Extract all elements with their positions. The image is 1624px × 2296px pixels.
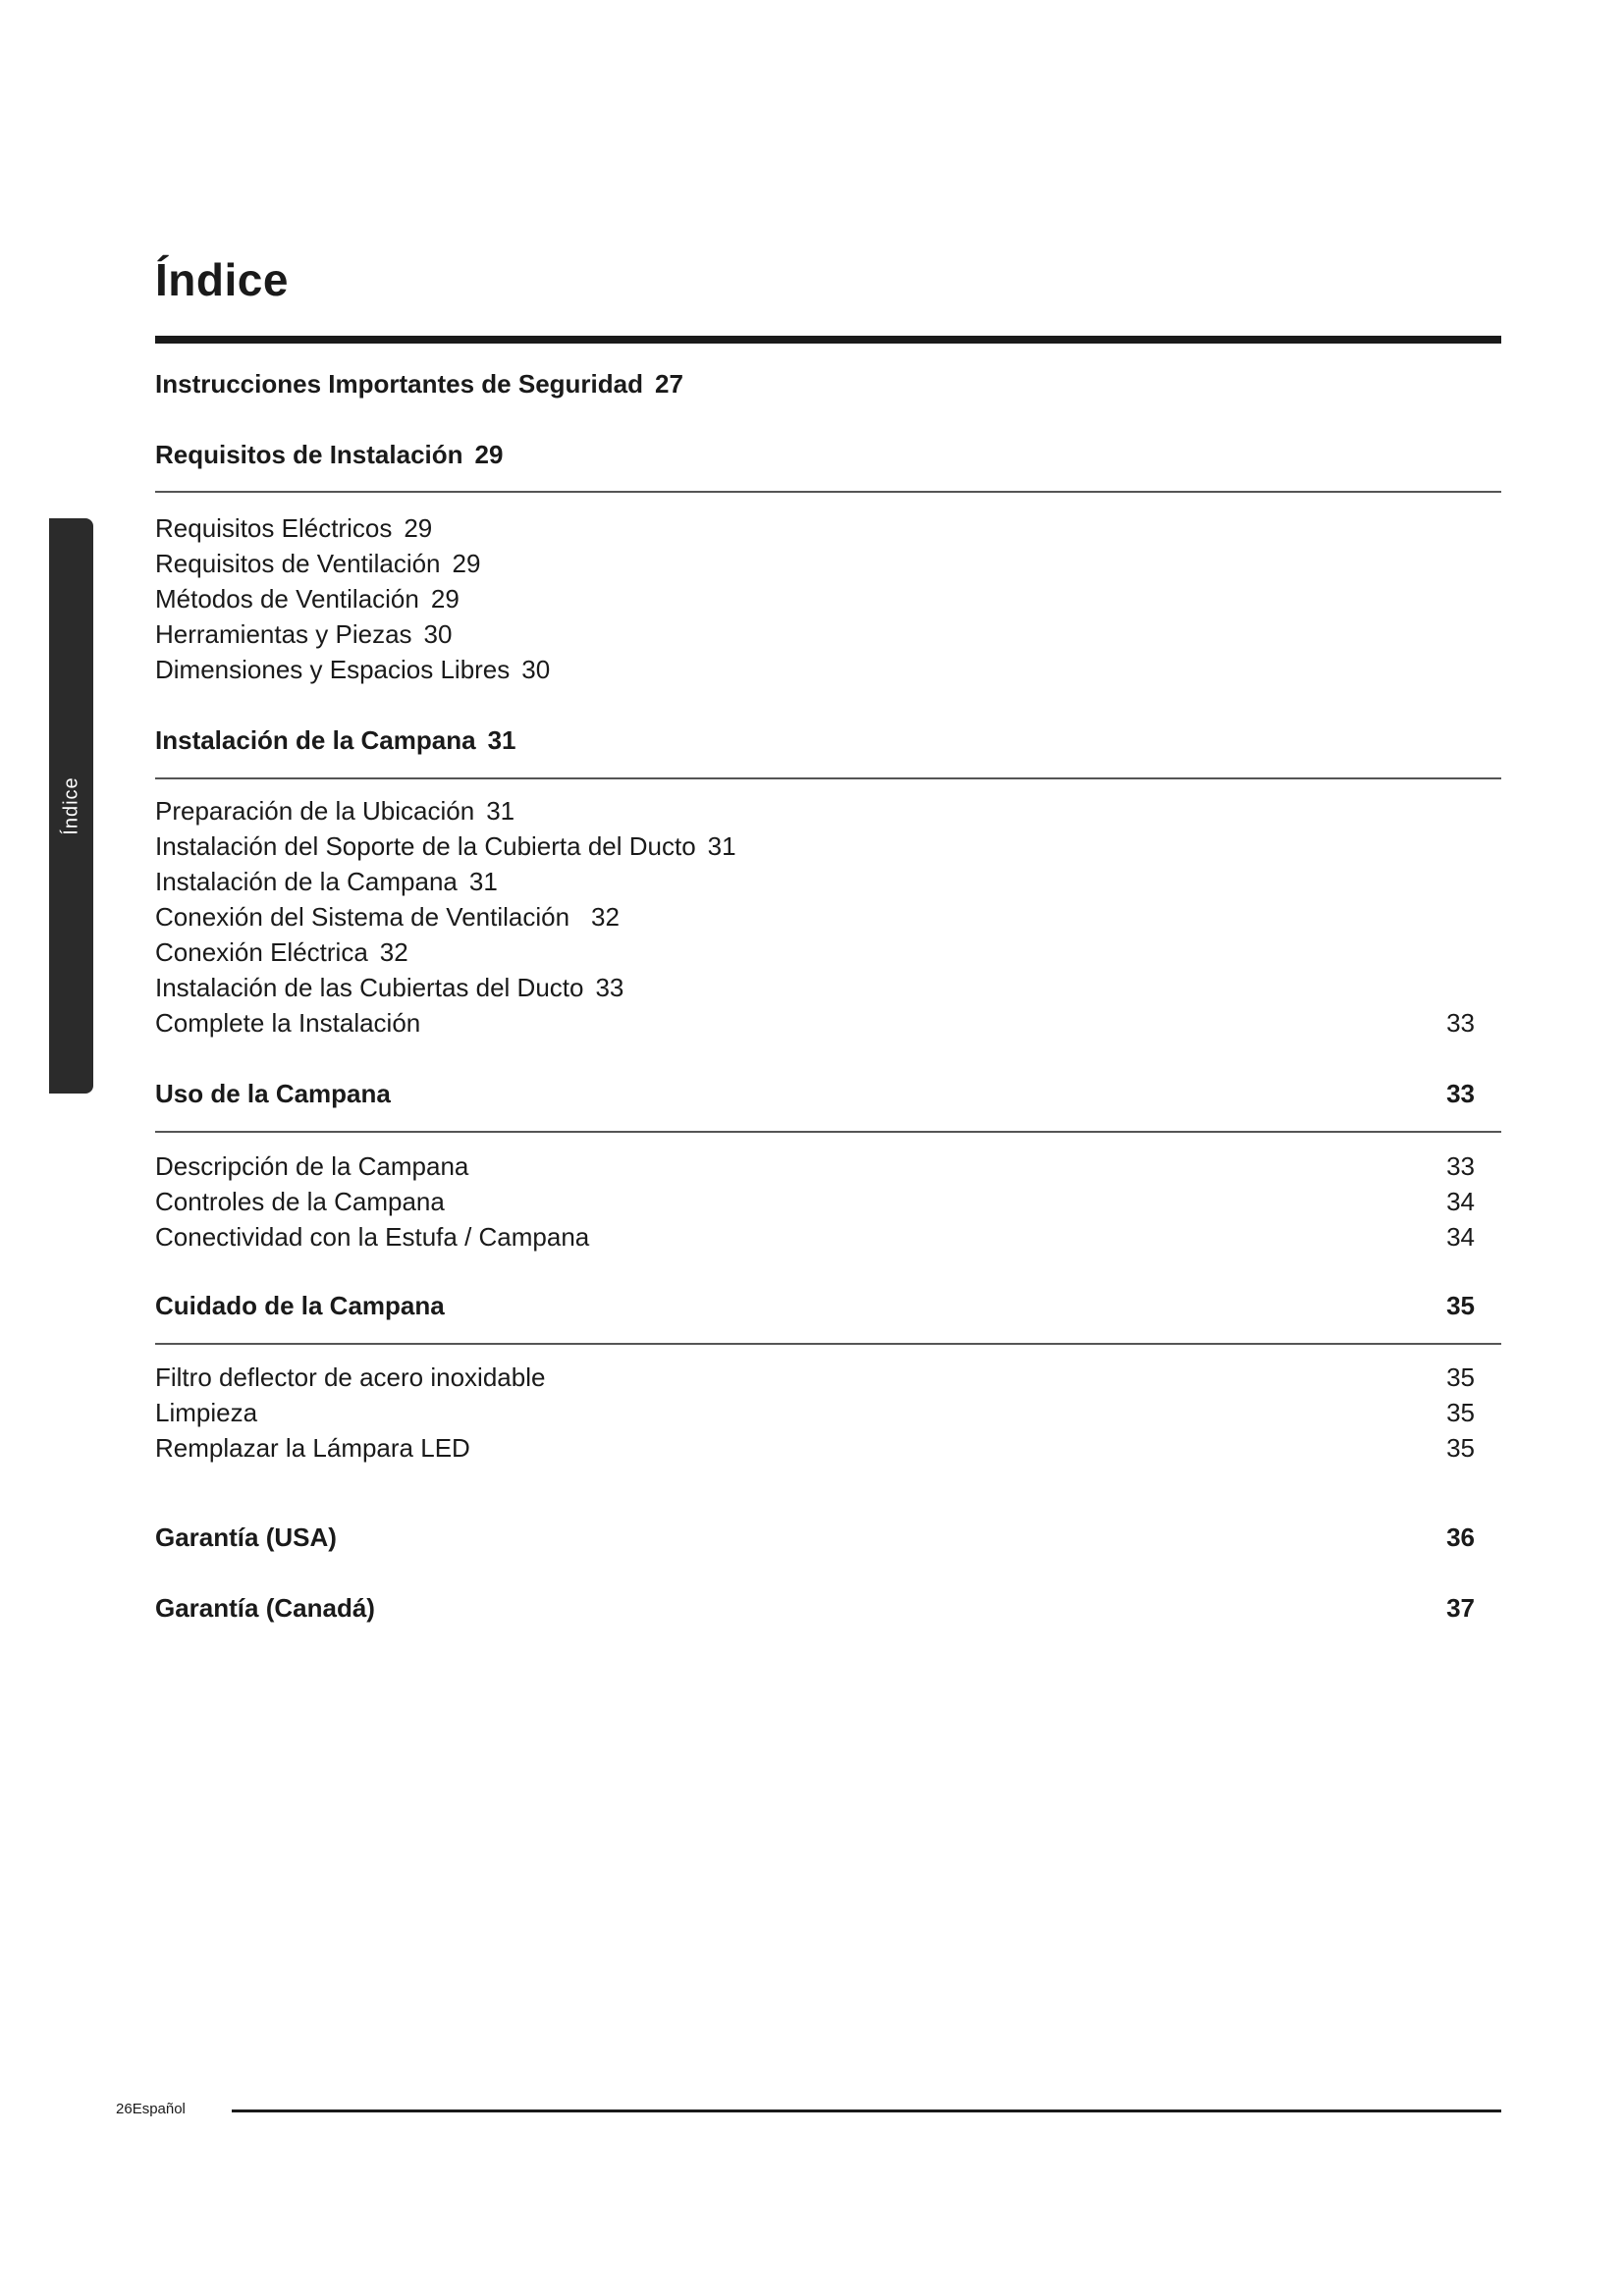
- section-page: 35: [1446, 1291, 1475, 1320]
- footer-language: Español: [132, 2101, 186, 2117]
- toc-item[interactable]: [155, 548, 1475, 579]
- toc-item[interactable]: [155, 901, 1475, 933]
- toc-item[interactable]: [155, 512, 1475, 544]
- item-label: Requisitos de Ventilación: [155, 549, 441, 578]
- item-page: 35: [1446, 1398, 1475, 1427]
- item-page: 31: [468, 867, 498, 896]
- item-label: Filtro deflector de acero inoxidable: [155, 1362, 546, 1392]
- toc-item[interactable]: [155, 618, 1475, 650]
- section-title: Uso de la Campana: [155, 1079, 391, 1108]
- section-page: 37: [1446, 1593, 1475, 1623]
- toc-item[interactable]: [155, 1150, 1475, 1182]
- item-page: 30: [423, 619, 453, 649]
- item-label: Limpieza: [155, 1398, 258, 1427]
- item-page: 29: [452, 549, 481, 578]
- item-label: Instalación de la Campana: [155, 867, 458, 896]
- item-page: 30: [521, 655, 551, 684]
- footer-page-number: 26: [116, 2101, 133, 2117]
- title-divider: [155, 336, 1501, 344]
- item-label: Complete la Instalación: [155, 1008, 421, 1038]
- toc-item[interactable]: [155, 1007, 1475, 1039]
- toc-section-hood-use[interactable]: [155, 1078, 1475, 1109]
- item-page: 34: [1446, 1222, 1475, 1252]
- item-label: Controles de la Campana: [155, 1187, 445, 1216]
- item-label: Requisitos Eléctricos: [155, 513, 393, 543]
- item-label: Conexión del Sistema de Ventilación: [155, 902, 570, 932]
- page-title: Índice: [155, 254, 289, 305]
- section-divider: [155, 777, 1501, 779]
- side-tab-label: Índice: [60, 776, 81, 835]
- toc-item[interactable]: [155, 936, 1475, 968]
- item-page: 31: [486, 796, 515, 826]
- item-page: 33: [595, 973, 624, 1002]
- toc-section-hood-care[interactable]: [155, 1290, 1475, 1321]
- item-label: Remplazar la Lámpara LED: [155, 1433, 470, 1463]
- item-page: 29: [430, 584, 460, 614]
- item-page: 33: [1446, 1151, 1475, 1181]
- item-label: Métodos de Ventilación: [155, 584, 419, 614]
- toc-item[interactable]: [155, 1186, 1475, 1217]
- item-label: Dimensiones y Espacios Libres: [155, 655, 511, 684]
- section-page: 33: [1446, 1079, 1475, 1108]
- toc-item[interactable]: [155, 1397, 1475, 1428]
- item-page: 34: [1446, 1187, 1475, 1216]
- item-page: 31: [707, 831, 736, 861]
- item-label: Descripción de la Campana: [155, 1151, 469, 1181]
- toc-item[interactable]: [155, 1221, 1475, 1253]
- item-label: Preparación de la Ubicación: [155, 796, 475, 826]
- section-divider: [155, 1343, 1501, 1345]
- item-label: Instalación del Soporte de la Cubierta del Ducto: [155, 831, 696, 861]
- toc-item[interactable]: [155, 583, 1475, 614]
- side-tab: [49, 518, 93, 1094]
- toc-item[interactable]: [155, 830, 1475, 862]
- item-page: 35: [1446, 1362, 1475, 1392]
- item-label: Instalación de las Cubiertas del Ducto: [155, 973, 584, 1002]
- item-page: 35: [1446, 1433, 1475, 1463]
- section-title: Instalación de la Campana: [155, 725, 476, 755]
- section-page: 27: [655, 369, 683, 399]
- item-label: Conectividad con la Estufa / Campana: [155, 1222, 590, 1252]
- item-label: Herramientas y Piezas: [155, 619, 412, 649]
- item-page: 33: [1446, 1008, 1475, 1038]
- footer-page-label: [116, 2101, 186, 2117]
- item-label: Conexión Eléctrica: [155, 937, 368, 967]
- section-page: 31: [487, 725, 516, 755]
- item-page: 32: [379, 937, 408, 967]
- section-page: 29: [474, 440, 504, 469]
- section-title: Garantía (USA): [155, 1522, 337, 1552]
- toc-item[interactable]: [155, 1362, 1475, 1393]
- footer-divider: [232, 2109, 1501, 2112]
- toc-section-warranty-canada[interactable]: [155, 1592, 1475, 1624]
- toc-item[interactable]: [155, 972, 1475, 1003]
- section-title: Instrucciones Importantes de Seguridad: [155, 369, 643, 399]
- item-page: 32: [591, 902, 620, 932]
- section-title: Requisitos de Instalación: [155, 440, 463, 469]
- toc-item[interactable]: [155, 654, 1475, 685]
- section-title: Cuidado de la Campana: [155, 1291, 445, 1320]
- section-divider: [155, 1131, 1501, 1133]
- toc-item[interactable]: [155, 795, 1475, 827]
- item-page: 29: [404, 513, 433, 543]
- toc-section-hood-installation[interactable]: [155, 724, 1475, 756]
- toc-section-installation-requirements[interactable]: [155, 439, 1475, 470]
- toc-section-safety[interactable]: [155, 368, 1475, 400]
- toc-item[interactable]: [155, 1432, 1475, 1464]
- toc-item[interactable]: [155, 866, 1475, 897]
- toc-section-warranty-usa[interactable]: [155, 1522, 1475, 1553]
- section-page: 36: [1446, 1522, 1475, 1552]
- section-divider: [155, 491, 1501, 493]
- section-title: Garantía (Canadá): [155, 1593, 375, 1623]
